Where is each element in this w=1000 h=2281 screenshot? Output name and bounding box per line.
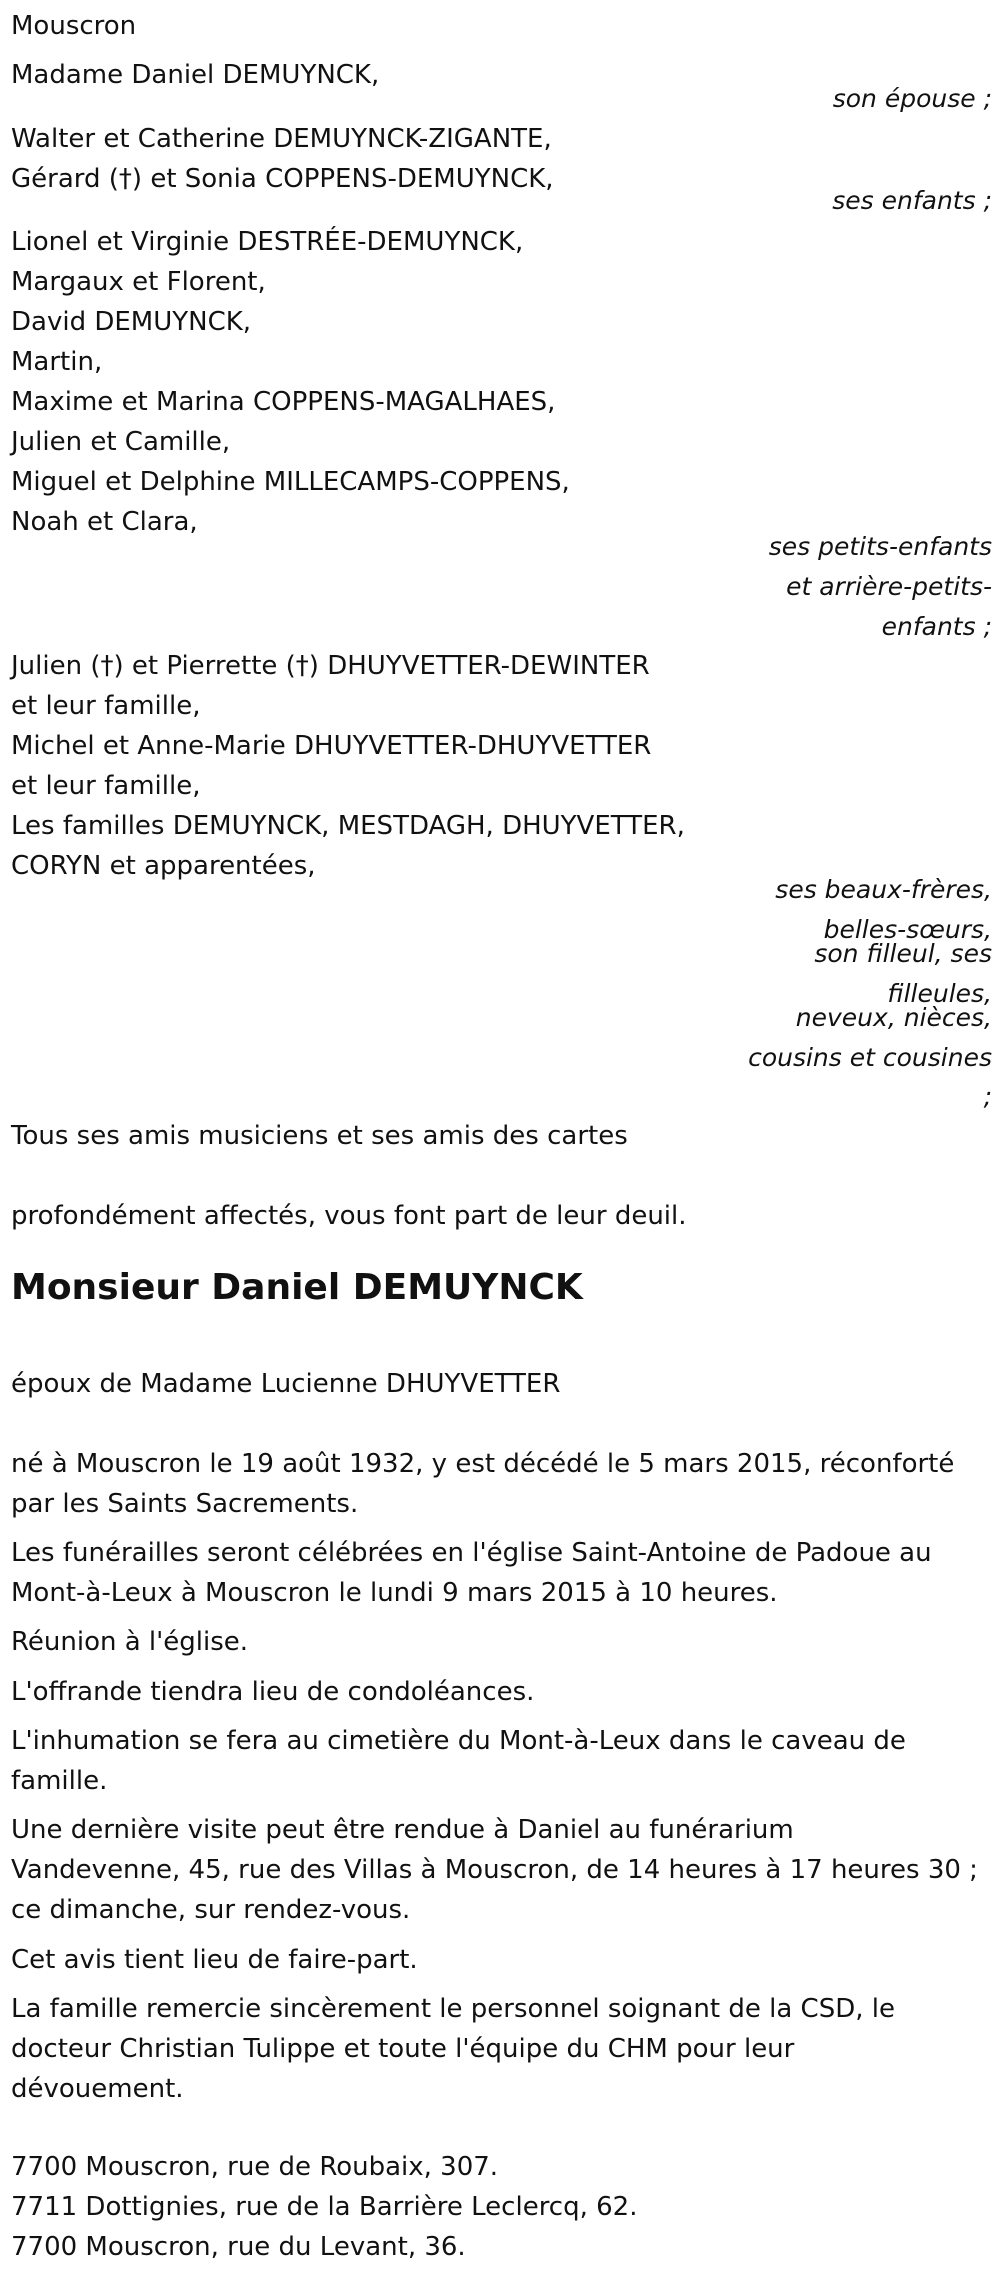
in-laws-role: belles-sœurs,: [823, 915, 992, 944]
detail-line: Cet avis tient lieu de faire-part.: [11, 1945, 418, 1975]
spouse-line: Madame Daniel DEMUYNCK,: [11, 60, 380, 90]
grandchildren-role: et arrière-petits-: [786, 572, 992, 601]
detail-line: Les funérailles seront célébrées en l'église Saint-Antoine de Padoue au: [11, 1538, 932, 1568]
grandchildren-line: Martin,: [11, 347, 103, 377]
children-role: ses enfants ;: [832, 186, 992, 215]
detail-line: La famille remercie sincèrement le personnel soignant de la CSD, le: [11, 1994, 895, 2024]
grandchildren-role: enfants ;: [881, 612, 992, 641]
place: Mouscron: [11, 11, 137, 41]
in-laws-role: filleules,: [887, 979, 992, 1008]
in-laws-role: neveux, nièces,: [795, 1003, 992, 1032]
detail-line: dévouement.: [11, 2074, 184, 2104]
grandchildren-line: Miguel et Delphine MILLECAMPS-COPPENS,: [11, 467, 570, 497]
in-laws-role: son filleul, ses: [814, 939, 992, 968]
detail-line: docteur Christian Tulippe et toute l'équipe du CHM pour leur: [11, 2034, 795, 2064]
address-line: 7700 Mouscron, rue du Levant, 36.: [11, 2232, 466, 2262]
detail-line: L'offrande tiendra lieu de condoléances.: [11, 1677, 535, 1707]
in-laws-line: et leur famille,: [11, 691, 201, 721]
address-line: 7711 Dottignies, rue de la Barrière Leclercq, 62.: [11, 2192, 638, 2222]
in-laws-line: Les familles DEMUYNCK, MESTDAGH, DHUYVETTER,: [11, 811, 685, 841]
in-laws-line: CORYN et apparentées,: [11, 851, 316, 881]
detail-line: famille.: [11, 1766, 108, 1796]
announcement: profondément affectés, vous font part de leur deuil.: [11, 1201, 687, 1231]
in-laws-role: ;: [983, 1082, 992, 1111]
detail-line: Mont-à-Leux à Mouscron le lundi 9 mars 2015 à 10 heures.: [11, 1578, 778, 1608]
grandchildren-line: Maxime et Marina COPPENS-MAGALHAES,: [11, 387, 556, 417]
in-laws-role: ses beaux-frères,: [775, 875, 992, 904]
spouse-role: son épouse ;: [832, 84, 992, 113]
deceased-name: Monsieur Daniel DEMUYNCK: [11, 1267, 583, 1308]
in-laws-line: Michel et Anne-Marie DHUYVETTER-DHUYVETTER: [11, 731, 652, 761]
children-line: Walter et Catherine DEMUYNCK-ZIGANTE,: [11, 124, 552, 154]
in-laws-role: cousins et cousines: [748, 1043, 992, 1072]
detail-line: L'inhumation se fera au cimetière du Mont-à-Leux dans le caveau de: [11, 1726, 906, 1756]
grandchildren-role: ses petits-enfants: [768, 532, 992, 561]
in-laws-line: Julien (†) et Pierrette (†) DHUYVETTER-DEWINTER: [11, 651, 650, 681]
children-line: Gérard (†) et Sonia COPPENS-DEMUYNCK,: [11, 164, 554, 194]
grandchildren-line: Lionel et Virginie DESTRÉE-DEMUYNCK,: [11, 227, 524, 257]
in-laws-line: et leur famille,: [11, 771, 201, 801]
address-line: 7700 Mouscron, rue de Roubaix, 307.: [11, 2152, 499, 2182]
grandchildren-line: Julien et Camille,: [11, 427, 231, 457]
detail-line: Une dernière visite peut être rendue à Daniel au funérarium: [11, 1815, 794, 1845]
detail-line: Réunion à l'église.: [11, 1627, 249, 1657]
detail-line: ce dimanche, sur rendez-vous.: [11, 1895, 411, 1925]
grandchildren-line: Noah et Clara,: [11, 507, 198, 537]
detail-line: Vandevenne, 45, rue des Villas à Mouscron, de 14 heures à 17 heures 30 ;: [11, 1855, 978, 1885]
detail-line: par les Saints Sacrements.: [11, 1489, 359, 1519]
spouse-of: époux de Madame Lucienne DHUYVETTER: [11, 1369, 561, 1399]
grandchildren-line: David DEMUYNCK,: [11, 307, 252, 337]
detail-line: né à Mouscron le 19 août 1932, y est décédé le 5 mars 2015, réconforté: [11, 1449, 955, 1479]
grandchildren-line: Margaux et Florent,: [11, 267, 266, 297]
friends-line: Tous ses amis musiciens et ses amis des cartes: [11, 1121, 628, 1151]
